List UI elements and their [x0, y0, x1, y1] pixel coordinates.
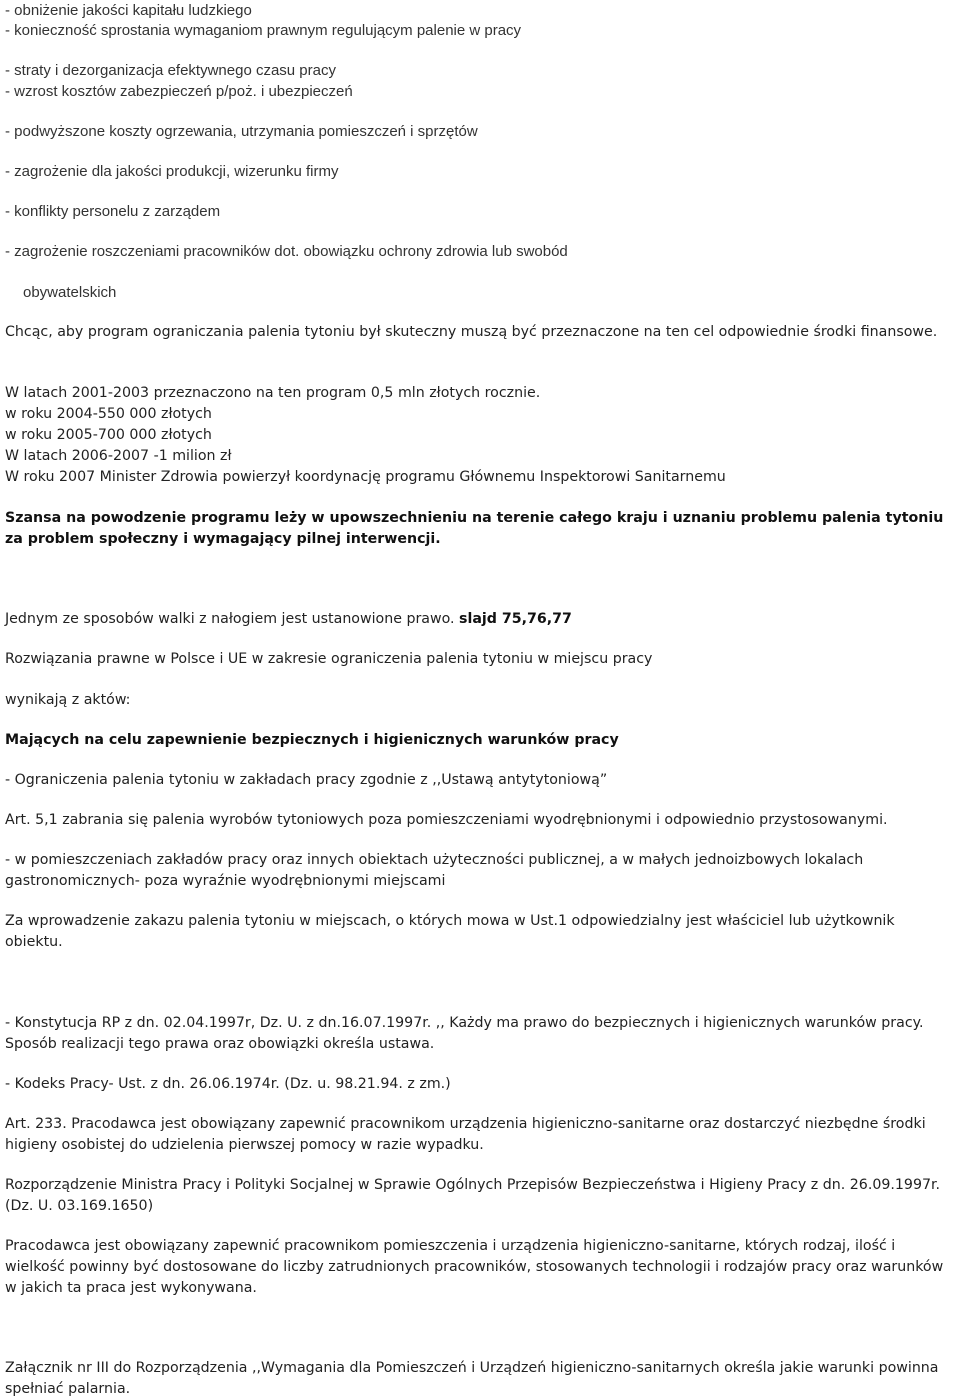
law-intro: [5, 609, 572, 630]
bullet-insurance-costs: - wzrost kosztów zabezpieczeń p/poż. i ubezpieczeń: [5, 83, 353, 100]
article-233: Art. 233. Pracodawca jest obowiązany zapewnić pracownikom urządzenia higieniczno-sanitarne oraz dostarczyć niezbędne środki higieny osobistej do udzielenia pierwszej pomocy w razie wypadku.: [5, 1116, 926, 1153]
article-5-1: Art. 5,1 zabrania się palenia wyrobów tytoniowych poza pomieszczeniami wyodrębnionymi i odpowiednio przystosowanymi.: [5, 812, 888, 828]
success-statement: Szansa na powodzenie programu leży w upowszechnieniu na terenie całego kraju i uznaniu problemu palenia tytoniu za problem społeczny i wymagający pilnej interwencji.: [5, 510, 944, 547]
funding-2006-2007: W latach 2006-2007 -1 milion zł: [5, 448, 232, 464]
legal-solutions-sub: wynikają z aktów:: [5, 692, 131, 708]
owner-responsibility: Za wprowadzenie zakazu palenia tytoniu w miejscach, o których mowa w Ust.1 odpowiedzialny jest właściciel lub użytkownik obiektu.: [5, 913, 895, 950]
legal-solutions-title: Rozwiązania prawne w Polsce i UE w zakresie ograniczenia palenia tytoniu w miejscu pracy: [5, 651, 653, 667]
workplace-places: - w pomieszczeniach zakładów pracy oraz innych obiektach użyteczności publicznej, a w małych jednoizbowych lokalach gastronomicznych- poza wyraźnie wyodrębnionymi miejscami: [5, 852, 864, 889]
constitution: - Konstytucja RP z dn. 02.04.1997r, Dz. U. z dn.16.07.1997r. ,, Każdy ma prawo do bezpiecznych i higienicznych warunków pracy. Sposób realizacji tego prawa oraz obowiązki określa ustawa.: [5, 1015, 924, 1052]
funding-2007-coordination: W roku 2007 Minister Zdrowia powierzył koordynację programu Głównemu Inspektorowi Sanitarnemu: [5, 469, 726, 485]
annex-iii: Załącznik nr III do Rozporządzenia ,,Wymagania dla Pomieszczeń i Urządzeń higieniczno-sanitarnych określa jakie warunki powinna spełniać palarnia.: [5, 1360, 939, 1397]
antitobacco-act: - Ograniczenia palenia tytoniu w zakładach pracy zgodnie z ,,Ustawą antytytoniową”: [5, 772, 608, 788]
bullet-human-capital: - obniżenie jakości kapitału ludzkiego: [5, 2, 252, 19]
law-intro-text: Jednym ze sposobów walki z nałogiem jest ustanowione prawo.: [5, 611, 455, 627]
bullet-time-losses: - straty i dezorganizacja efektywnego czasu pracy: [5, 62, 336, 79]
regulation: Rozporządzenie Ministra Pracy i Polityki Socjalnej w Sprawie Ogólnych Przepisów Bezpieczeństwa i Higieny Pracy z dn. 26.09.1997r. (Dz. U. 03.169.1650): [5, 1177, 941, 1214]
bullet-employee-claims: - zagrożenie roszczeniami pracowników dot. obowiązku ochrony zdrowia lub swobód: [5, 243, 568, 260]
funding-2005: w roku 2005-700 000 złotych: [5, 427, 212, 443]
employer-duty: Pracodawca jest obowiązany zapewnić pracownikom pomieszczenia i urządzenia higieniczno-sanitarne, których rodzaj, ilość i wielkość powinny być dostosowane do liczby zatrudnionych pracowników, stosowanych technologii i rodzajów pracy oraz warunków w jakich ta praca jest wykonywana.: [5, 1238, 944, 1296]
bullet-staff-conflicts: - konflikty personelu z zarządem: [5, 203, 221, 220]
funding-intro: Chcąc, aby program ograniczania palenia tytoniu był skuteczny muszą być przeznaczone na ten cel odpowiednie środki finansowe.: [5, 324, 938, 340]
bullet-employee-claims-cont: obywatelskich: [23, 284, 117, 301]
bullet-legal-requirements: - konieczność sprostania wymaganiom prawnym regulującym palenie w pracy: [5, 22, 522, 39]
bullet-quality-threat: - zagrożenie dla jakości produkcji, wizerunku firmy: [5, 163, 339, 180]
funding-2004: w roku 2004-550 000 złotych: [5, 406, 212, 422]
bullet-heating-costs: - podwyższone koszty ogrzewania, utrzymania pomieszczeń i sprzętów: [5, 123, 478, 140]
slide-reference: slajd 75,76,77: [459, 611, 572, 627]
funding-2001-2003: W latach 2001-2003 przeznaczono na ten program 0,5 mln złotych rocznie.: [5, 385, 541, 401]
acts-heading: Mających na celu zapewnienie bezpiecznych i higienicznych warunków pracy: [5, 732, 619, 748]
labour-code: - Kodeks Pracy- Ust. z dn. 26.06.1974r. (Dz. u. 98.21.94. z zm.): [5, 1076, 451, 1092]
